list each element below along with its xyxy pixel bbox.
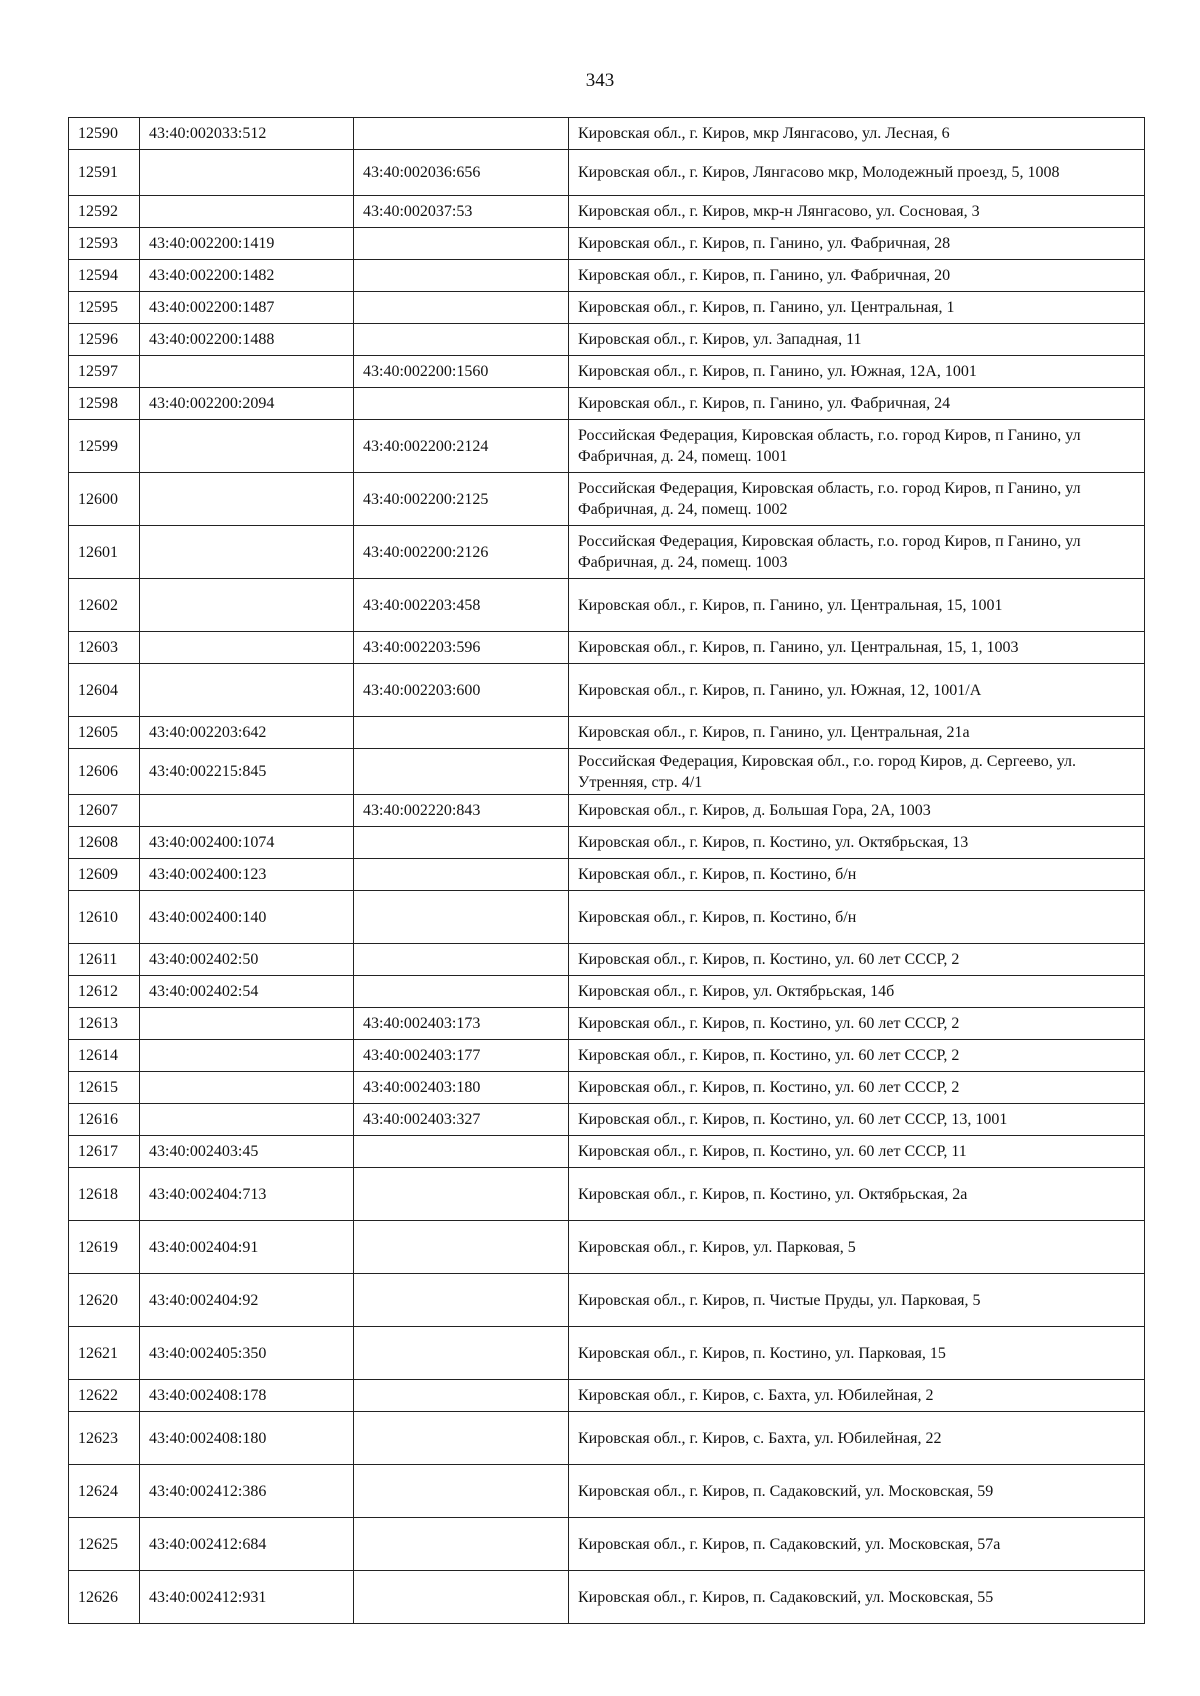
table-row (69, 1136, 1145, 1168)
address-cell: Кировская обл., г. Киров, ул. Парковая, 5 (569, 1221, 1145, 1274)
address-cell: Кировская обл., г. Киров, п. Чистые Пруды, ул. Парковая, 5 (569, 1274, 1145, 1327)
cadastral-number-cell: 43:40:002203:642 (140, 717, 354, 749)
address-cell: Кировская обл., г. Киров, п. Костино, ул. 60 лет СССР, 13, 1001 (569, 1104, 1145, 1136)
row-number-cell: 12605 (69, 717, 140, 749)
table-row (69, 944, 1145, 976)
premises-cadastral-number-cell: 43:40:002403:180 (354, 1072, 569, 1104)
cadastral-number-cell: 43:40:002400:140 (140, 891, 354, 944)
row-number-cell: 12621 (69, 1327, 140, 1380)
cadastral-number-cell (140, 473, 354, 526)
row-number-cell: 12591 (69, 150, 140, 196)
premises-cadastral-number-cell (354, 324, 569, 356)
premises-cadastral-number-cell (354, 1327, 569, 1380)
address-cell: Кировская обл., г. Киров, п. Ганино, ул. Центральная, 15, 1001 (569, 579, 1145, 632)
address-cell: Кировская обл., г. Киров, д. Большая Гора, 2А, 1003 (569, 795, 1145, 827)
address-cell: Кировская обл., г. Киров, п. Костино, ул. Октябрьская, 13 (569, 827, 1145, 859)
address-cell: Кировская обл., г. Киров, с. Бахта, ул. Юбилейная, 22 (569, 1412, 1145, 1465)
property-registry-table (68, 117, 1145, 1624)
table-row (69, 891, 1145, 944)
address-cell: Кировская обл., г. Киров, п. Ганино, ул. Фабричная, 28 (569, 228, 1145, 260)
premises-cadastral-number-cell (354, 388, 569, 420)
cadastral-number-cell: 43:40:002408:180 (140, 1412, 354, 1465)
row-number-cell: 12619 (69, 1221, 140, 1274)
table-row (69, 292, 1145, 324)
cadastral-number-cell: 43:40:002200:2094 (140, 388, 354, 420)
row-number-cell: 12625 (69, 1518, 140, 1571)
table-row (69, 1380, 1145, 1412)
table-row (69, 150, 1145, 196)
cadastral-number-cell (140, 356, 354, 388)
cadastral-number-cell: 43:40:002405:350 (140, 1327, 354, 1380)
row-number-cell: 12597 (69, 356, 140, 388)
address-cell: Кировская обл., г. Киров, с. Бахта, ул. Юбилейная, 2 (569, 1380, 1145, 1412)
cadastral-number-cell: 43:40:002403:45 (140, 1136, 354, 1168)
row-number-cell: 12620 (69, 1274, 140, 1327)
row-number-cell: 12607 (69, 795, 140, 827)
cadastral-number-cell (140, 1008, 354, 1040)
table-row (69, 1221, 1145, 1274)
row-number-cell: 12593 (69, 228, 140, 260)
premises-cadastral-number-cell (354, 749, 569, 795)
row-number-cell: 12599 (69, 420, 140, 473)
cadastral-number-cell (140, 420, 354, 473)
address-cell: Кировская обл., г. Киров, п. Ганино, ул. Центральная, 15, 1, 1003 (569, 632, 1145, 664)
row-number-cell: 12622 (69, 1380, 140, 1412)
cadastral-number-cell: 43:40:002404:713 (140, 1168, 354, 1221)
cadastral-number-cell: 43:40:002404:91 (140, 1221, 354, 1274)
table-row (69, 1327, 1145, 1380)
address-cell: Кировская обл., г. Киров, ул. Западная, 11 (569, 324, 1145, 356)
table-row (69, 1040, 1145, 1072)
table-row (69, 260, 1145, 292)
premises-cadastral-number-cell (354, 1412, 569, 1465)
premises-cadastral-number-cell (354, 1571, 569, 1624)
premises-cadastral-number-cell: 43:40:002200:2125 (354, 473, 569, 526)
address-cell: Кировская обл., г. Киров, п. Костино, ул. Парковая, 15 (569, 1327, 1145, 1380)
address-cell: Кировская обл., г. Киров, п. Костино, ул. 60 лет СССР, 2 (569, 944, 1145, 976)
premises-cadastral-number-cell (354, 976, 569, 1008)
cadastral-number-cell (140, 196, 354, 228)
table-body (69, 118, 1145, 1624)
table-row (69, 1571, 1145, 1624)
address-cell: Кировская обл., г. Киров, п. Костино, ул. 60 лет СССР, 2 (569, 1072, 1145, 1104)
cadastral-number-cell: 43:40:002408:178 (140, 1380, 354, 1412)
cadastral-number-cell: 43:40:002200:1419 (140, 228, 354, 260)
row-number-cell: 12617 (69, 1136, 140, 1168)
address-cell: Кировская обл., г. Киров, п. Ганино, ул. Фабричная, 20 (569, 260, 1145, 292)
row-number-cell: 12618 (69, 1168, 140, 1221)
address-cell: Кировская обл., г. Киров, п. Костино, ул. Октябрьская, 2а (569, 1168, 1145, 1221)
table-row (69, 388, 1145, 420)
address-cell: Кировская обл., г. Киров, мкр-н Лянгасово, ул. Сосновая, 3 (569, 196, 1145, 228)
premises-cadastral-number-cell: 43:40:002203:458 (354, 579, 569, 632)
row-number-cell: 12606 (69, 749, 140, 795)
premises-cadastral-number-cell (354, 1518, 569, 1571)
row-number-cell: 12613 (69, 1008, 140, 1040)
address-cell: Кировская обл., г. Киров, мкр Лянгасово, ул. Лесная, 6 (569, 118, 1145, 150)
cadastral-number-cell (140, 1072, 354, 1104)
row-number-cell: 12604 (69, 664, 140, 717)
premises-cadastral-number-cell (354, 292, 569, 324)
premises-cadastral-number-cell (354, 891, 569, 944)
cadastral-number-cell: 43:40:002215:845 (140, 749, 354, 795)
table-row (69, 749, 1145, 795)
address-cell: Российская Федерация, Кировская область, г.о. город Киров, п Ганино, ул Фабричная, д. 24, помещ. 1003 (569, 526, 1145, 579)
row-number-cell: 12616 (69, 1104, 140, 1136)
premises-cadastral-number-cell: 43:40:002220:843 (354, 795, 569, 827)
table-row (69, 795, 1145, 827)
row-number-cell: 12611 (69, 944, 140, 976)
address-cell: Кировская обл., г. Киров, ул. Октябрьская, 14б (569, 976, 1145, 1008)
premises-cadastral-number-cell: 43:40:002403:177 (354, 1040, 569, 1072)
table-row (69, 579, 1145, 632)
premises-cadastral-number-cell: 43:40:002200:1560 (354, 356, 569, 388)
address-cell: Кировская обл., г. Киров, п. Костино, ул. 60 лет СССР, 2 (569, 1040, 1145, 1072)
table-row (69, 118, 1145, 150)
address-cell: Кировская обл., г. Киров, п. Садаковский, ул. Московская, 59 (569, 1465, 1145, 1518)
table-row (69, 1072, 1145, 1104)
premises-cadastral-number-cell (354, 118, 569, 150)
cadastral-number-cell: 43:40:002412:931 (140, 1571, 354, 1624)
cadastral-number-cell: 43:40:002400:1074 (140, 827, 354, 859)
premises-cadastral-number-cell (354, 260, 569, 292)
address-cell: Кировская обл., г. Киров, п. Ганино, ул. Центральная, 21а (569, 717, 1145, 749)
address-cell: Кировская обл., г. Киров, п. Ганино, ул. Южная, 12А, 1001 (569, 356, 1145, 388)
row-number-cell: 12624 (69, 1465, 140, 1518)
premises-cadastral-number-cell: 43:40:002037:53 (354, 196, 569, 228)
cadastral-number-cell (140, 632, 354, 664)
premises-cadastral-number-cell (354, 1221, 569, 1274)
premises-cadastral-number-cell: 43:40:002203:596 (354, 632, 569, 664)
row-number-cell: 12610 (69, 891, 140, 944)
table-row (69, 632, 1145, 664)
address-cell: Российская Федерация, Кировская область, г.о. город Киров, п Ганино, ул Фабричная, д. 24, помещ. 1002 (569, 473, 1145, 526)
table-row (69, 1518, 1145, 1571)
table-row (69, 717, 1145, 749)
address-cell: Кировская обл., г. Киров, п. Костино, ул. 60 лет СССР, 11 (569, 1136, 1145, 1168)
cadastral-number-cell: 43:40:002402:50 (140, 944, 354, 976)
address-cell: Кировская обл., г. Киров, п. Ганино, ул. Фабричная, 24 (569, 388, 1145, 420)
cadastral-number-cell: 43:40:002033:512 (140, 118, 354, 150)
row-number-cell: 12612 (69, 976, 140, 1008)
page-number: 343 (585, 70, 615, 91)
premises-cadastral-number-cell (354, 717, 569, 749)
premises-cadastral-number-cell (354, 1136, 569, 1168)
premises-cadastral-number-cell (354, 944, 569, 976)
table-row (69, 1465, 1145, 1518)
cadastral-number-cell: 43:40:002200:1482 (140, 260, 354, 292)
row-number-cell: 12598 (69, 388, 140, 420)
cadastral-number-cell (140, 664, 354, 717)
row-number-cell: 12615 (69, 1072, 140, 1104)
premises-cadastral-number-cell (354, 1168, 569, 1221)
address-cell: Российская Федерация, Кировская область, г.о. город Киров, п Ганино, ул Фабричная, д. 24, помещ. 1001 (569, 420, 1145, 473)
cadastral-number-cell: 43:40:002400:123 (140, 859, 354, 891)
cadastral-number-cell: 43:40:002200:1488 (140, 324, 354, 356)
row-number-cell: 12590 (69, 118, 140, 150)
cadastral-number-cell: 43:40:002402:54 (140, 976, 354, 1008)
address-cell: Кировская обл., г. Киров, п. Ганино, ул. Центральная, 1 (569, 292, 1145, 324)
table-row (69, 473, 1145, 526)
premises-cadastral-number-cell (354, 827, 569, 859)
row-number-cell: 12592 (69, 196, 140, 228)
row-number-cell: 12603 (69, 632, 140, 664)
row-number-cell: 12595 (69, 292, 140, 324)
cadastral-number-cell: 43:40:002404:92 (140, 1274, 354, 1327)
cadastral-number-cell (140, 1104, 354, 1136)
table-row (69, 356, 1145, 388)
table-row (69, 827, 1145, 859)
cadastral-number-cell: 43:40:002200:1487 (140, 292, 354, 324)
premises-cadastral-number-cell: 43:40:002403:327 (354, 1104, 569, 1136)
address-cell: Кировская обл., г. Киров, п. Ганино, ул. Южная, 12, 1001/А (569, 664, 1145, 717)
row-number-cell: 12594 (69, 260, 140, 292)
row-number-cell: 12608 (69, 827, 140, 859)
row-number-cell: 12596 (69, 324, 140, 356)
row-number-cell: 12614 (69, 1040, 140, 1072)
row-number-cell: 12626 (69, 1571, 140, 1624)
premises-cadastral-number-cell: 43:40:002403:173 (354, 1008, 569, 1040)
cadastral-number-cell (140, 579, 354, 632)
cadastral-number-cell: 43:40:002412:386 (140, 1465, 354, 1518)
table-row (69, 664, 1145, 717)
table-row (69, 1008, 1145, 1040)
premises-cadastral-number-cell (354, 1380, 569, 1412)
cadastral-number-cell (140, 526, 354, 579)
address-cell: Кировская обл., г. Киров, п. Садаковский, ул. Московская, 57а (569, 1518, 1145, 1571)
premises-cadastral-number-cell (354, 228, 569, 260)
table-row (69, 324, 1145, 356)
address-cell: Кировская обл., г. Киров, п. Костино, ул. 60 лет СССР, 2 (569, 1008, 1145, 1040)
row-number-cell: 12600 (69, 473, 140, 526)
address-cell: Кировская обл., г. Киров, п. Садаковский, ул. Московская, 55 (569, 1571, 1145, 1624)
premises-cadastral-number-cell: 43:40:002200:2126 (354, 526, 569, 579)
table-row (69, 228, 1145, 260)
premises-cadastral-number-cell (354, 1465, 569, 1518)
table-row (69, 859, 1145, 891)
row-number-cell: 12601 (69, 526, 140, 579)
address-cell: Российская Федерация, Кировская обл., г.о. город Киров, д. Сергеево, ул. Утренняя, стр. 4/1 (569, 749, 1145, 795)
address-cell: Кировская обл., г. Киров, Лянгасово мкр, Молодежный проезд, 5, 1008 (569, 150, 1145, 196)
premises-cadastral-number-cell (354, 859, 569, 891)
row-number-cell: 12609 (69, 859, 140, 891)
premises-cadastral-number-cell: 43:40:002203:600 (354, 664, 569, 717)
table-row (69, 976, 1145, 1008)
table-row (69, 1412, 1145, 1465)
row-number-cell: 12602 (69, 579, 140, 632)
table-row (69, 1168, 1145, 1221)
premises-cadastral-number-cell: 43:40:002036:656 (354, 150, 569, 196)
cadastral-number-cell: 43:40:002412:684 (140, 1518, 354, 1571)
table-row (69, 420, 1145, 473)
cadastral-number-cell (140, 1040, 354, 1072)
cadastral-number-cell (140, 795, 354, 827)
table-row (69, 1274, 1145, 1327)
cadastral-number-cell (140, 150, 354, 196)
table-row (69, 526, 1145, 579)
address-cell: Кировская обл., г. Киров, п. Костино, б/н (569, 859, 1145, 891)
table-row (69, 1104, 1145, 1136)
table-row (69, 196, 1145, 228)
premises-cadastral-number-cell: 43:40:002200:2124 (354, 420, 569, 473)
premises-cadastral-number-cell (354, 1274, 569, 1327)
row-number-cell: 12623 (69, 1412, 140, 1465)
address-cell: Кировская обл., г. Киров, п. Костино, б/н (569, 891, 1145, 944)
